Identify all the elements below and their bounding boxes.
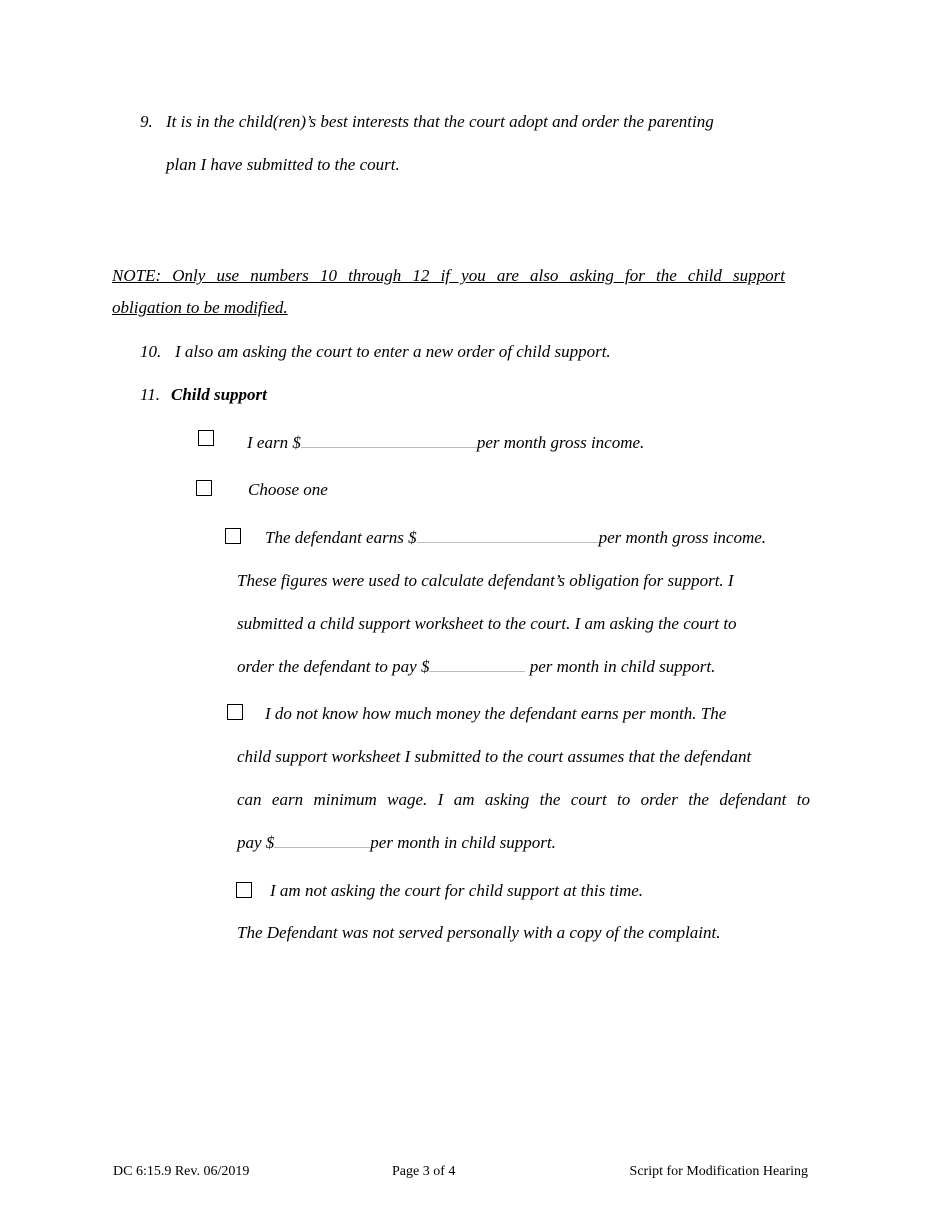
defendant-earns-line: [265, 528, 766, 548]
earn-pre: I earn $: [247, 433, 301, 452]
earn-amount-blank[interactable]: [301, 433, 477, 448]
note-line-1: NOTE: Only use numbers 10 through 12 if you are also asking for the child support: [112, 266, 785, 285]
earn-post: per month gross income.: [476, 433, 645, 452]
item-10-number: 10.: [140, 342, 162, 361]
item-11-title: Child support: [171, 385, 267, 404]
option1-line-3: submitted a child support worksheet to the court. I am asking the court to: [237, 614, 737, 633]
option3-line-2: The Defendant was not served personally with a copy of the complaint.: [237, 923, 721, 942]
option1-pay-post: per month in child support.: [525, 657, 716, 676]
defendant-earns-pre: The defendant earns $: [265, 528, 417, 547]
footer-doc-title: Script for Modification Hearing: [629, 1164, 808, 1179]
item-11-number: 11.: [140, 385, 160, 404]
option2-line-4: [237, 833, 556, 853]
option2-line-2: child support worksheet I submitted to the court assumes that the defendant: [237, 747, 752, 766]
footer-form-id: DC 6:15.9 Rev. 06/2019: [113, 1164, 250, 1179]
defendant-income-blank[interactable]: [417, 528, 599, 543]
option1-line-2: These figures were used to calculate defendant’s obligation for support. I: [237, 571, 734, 590]
option1-line-4: [237, 657, 715, 677]
no-support-checkbox[interactable]: [236, 882, 252, 898]
earn-checkbox[interactable]: [198, 430, 214, 446]
option2-line-1: I do not know how much money the defendant earns per month. The: [265, 704, 727, 723]
note-line-2: obligation to be modified.: [112, 298, 288, 317]
defendant-earns-checkbox[interactable]: [225, 528, 241, 544]
option1-pay-pre: order the defendant to pay $: [237, 657, 430, 676]
item-9-text-cont: plan I have submitted to the court.: [166, 155, 400, 174]
option2-pay-pre: pay $: [237, 833, 275, 852]
unknown-income-checkbox[interactable]: [227, 704, 243, 720]
option2-line-3: can earn minimum wage. I am asking the court to order the defendant to: [237, 790, 810, 809]
item-9-number: 9.: [140, 112, 153, 131]
earn-line: [247, 433, 644, 453]
option2-pay-post: per month in child support.: [370, 833, 556, 852]
option2-support-blank[interactable]: [274, 833, 370, 848]
choose-one-checkbox[interactable]: [196, 480, 212, 496]
option1-support-blank[interactable]: [429, 657, 525, 672]
defendant-earns-post: per month gross income.: [598, 528, 767, 547]
item-10-text: I also am asking the court to enter a new order of child support.: [175, 342, 611, 361]
footer-page-number: Page 3 of 4: [392, 1164, 456, 1179]
option3-line-1: I am not asking the court for child support at this time.: [270, 881, 644, 900]
item-9-text: It is in the child(ren)’s best interests that the court adopt and order the parenting: [166, 112, 714, 131]
choose-one-label: Choose one: [248, 480, 328, 499]
